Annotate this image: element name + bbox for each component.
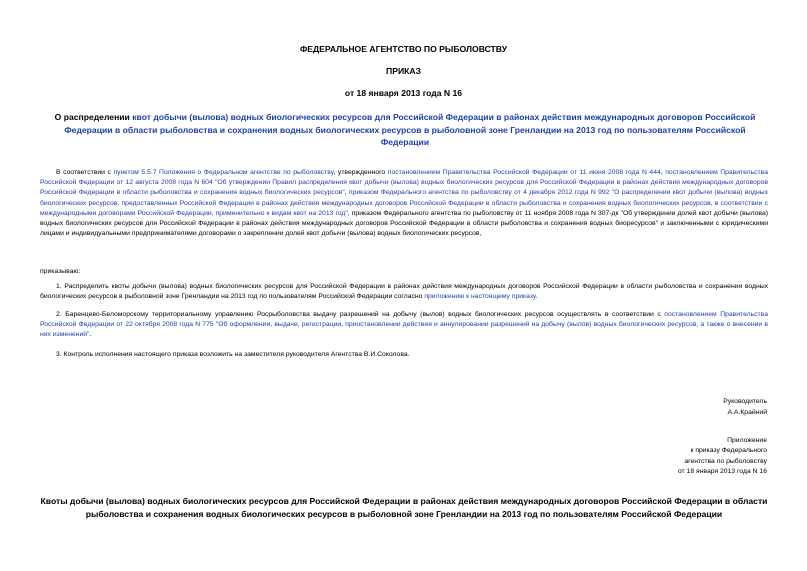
preamble-text-2: , утвержденного xyxy=(333,169,388,176)
link-regulation-clause[interactable]: пунктом 5.5.7 Положения о Федеральном агентстве по рыболовству xyxy=(113,169,334,176)
preamble-text-4: , xyxy=(344,189,349,197)
item-2-text: 2. Баренцево-Беломорскому территориальному управлению Росрыболовства выдачу разрешений на добычу (вылов) водных биологических ресурсов осуществлять в соответствии с xyxy=(56,311,665,318)
item-1-end: . xyxy=(535,293,538,301)
signature-name: А.А.Крайний xyxy=(727,409,767,416)
title-link[interactable]: квот добычи (вылова) водных биологических ресурсов для Российской Федерации в районах действия международных договоров Российской Федерации в области рыболовства и сохранения водных биологических ресурсов в рыболовной зоне Гренландии на 2013 год по пользователям Российской Федерации xyxy=(64,112,756,147)
appendix-block xyxy=(678,436,767,477)
appendix-title: Квоты добычи (вылова) водных биологических ресурсов для Российской Федерации в районах действия международных договоров Российской Федерации в области рыболовства и сохранения водных биологических ресурсов в рыболовной зоне Гренландии на 2013 год по пользователям Российской Федерации xyxy=(40,496,768,519)
preamble-text-3: , xyxy=(660,169,666,176)
appendix-line-2: к приказу Федерального xyxy=(690,447,767,455)
preamble-paragraph xyxy=(40,168,768,239)
item-2-end: . xyxy=(89,331,92,339)
appendix-line-1: Приложение xyxy=(727,437,767,444)
order-item-2 xyxy=(40,310,768,341)
preamble-text-5: , приказом Федерального агентства по рыболовству от 11 ноября 2008 года N 307-дк "Об утверждении долей квот добычи (вылова) водных биологических ресурсов для Российской Федерации в районах действия международных договоров Российской Федерации в области рыболовства и сохранения водных биоресурсов" и заключенными с юридическими лицами и индивидуальными предпринимателями договорами о закреплении долей квот добычи (вылова) водных биологических ресурсов, xyxy=(40,209,768,238)
signature-role: Руководитель xyxy=(723,398,767,405)
preamble-text-1: В соответствии с xyxy=(56,169,114,176)
item-1-text: 1. Распределить квоты добычи (вылова) водных биологических ресурсов для Российской Федерации в районах действия международных договоров Российской Федерации в области рыболовства и сохранения водных биологических ресурсов в рыболовной зоне Гренландии на 2013 год по пользователям Российской Федерации согласно xyxy=(40,283,768,301)
appendix-line-3: агентства по рыболовству xyxy=(684,457,767,465)
signature-block xyxy=(723,396,767,418)
document-title xyxy=(44,111,766,149)
link-appendix[interactable]: приложению к настоящему приказу xyxy=(424,293,536,301)
title-prefix: О распределении xyxy=(54,112,133,122)
document-type-heading: ПРИКАЗ xyxy=(386,66,421,76)
appendix-line-4: от 18 января 2013 года N 16 xyxy=(677,467,767,475)
document-date-heading: от 18 января 2013 года N 16 xyxy=(344,88,463,98)
agency-heading: ФЕДЕРАЛЬНОЕ АГЕНТСТВО ПО РЫБОЛОВСТВУ xyxy=(299,44,508,54)
link-resolution-775[interactable]: постановлением Правительства Российской Федерации от 22 октября 2008 года N 775 "Об оформлении, выдаче, регистрации, приостановлении действия и аннулировании разрешений на добычу (вылов) водных биологических ресурсов, а также о внесении в них изменений" xyxy=(40,311,768,339)
link-order-992[interactable]: приказом Федерального агентства по рыболовству от 4 декабря 2012 года N 992 "О распределении квот добычи (вылова) водных биологических ресурсов, предоставленных Российской Федерации в районах действия международных договоров Российской Федерации в области рыболовства и сохранения водных биологических ресурсов, в соответствии с международными договорами Российской Федерации, применительно к видам квот на 2013 год" xyxy=(40,189,769,217)
order-item-1 xyxy=(40,282,768,302)
order-item-3: 3. Контроль исполнения настоящего приказа возложить на заместителя руководителя Агентства В.И.Соколова. xyxy=(56,351,410,358)
link-resolution-604[interactable]: постановлением Правительства Российской Федерации от 12 августа 2008 года N 604 "Об утверждении Правил распределения квот добычи (вылова) водных биологических ресурсов для Российской Федерации в районах действия международных договоров Российской Федерации в области рыболовства и сохранения водных биологических ресурсов" xyxy=(40,169,768,197)
order-word: приказываю: xyxy=(40,268,81,275)
link-resolution-444[interactable]: постановлением Правительства Российской Федерации от 11 июня 2008 года N 444 xyxy=(387,169,661,176)
